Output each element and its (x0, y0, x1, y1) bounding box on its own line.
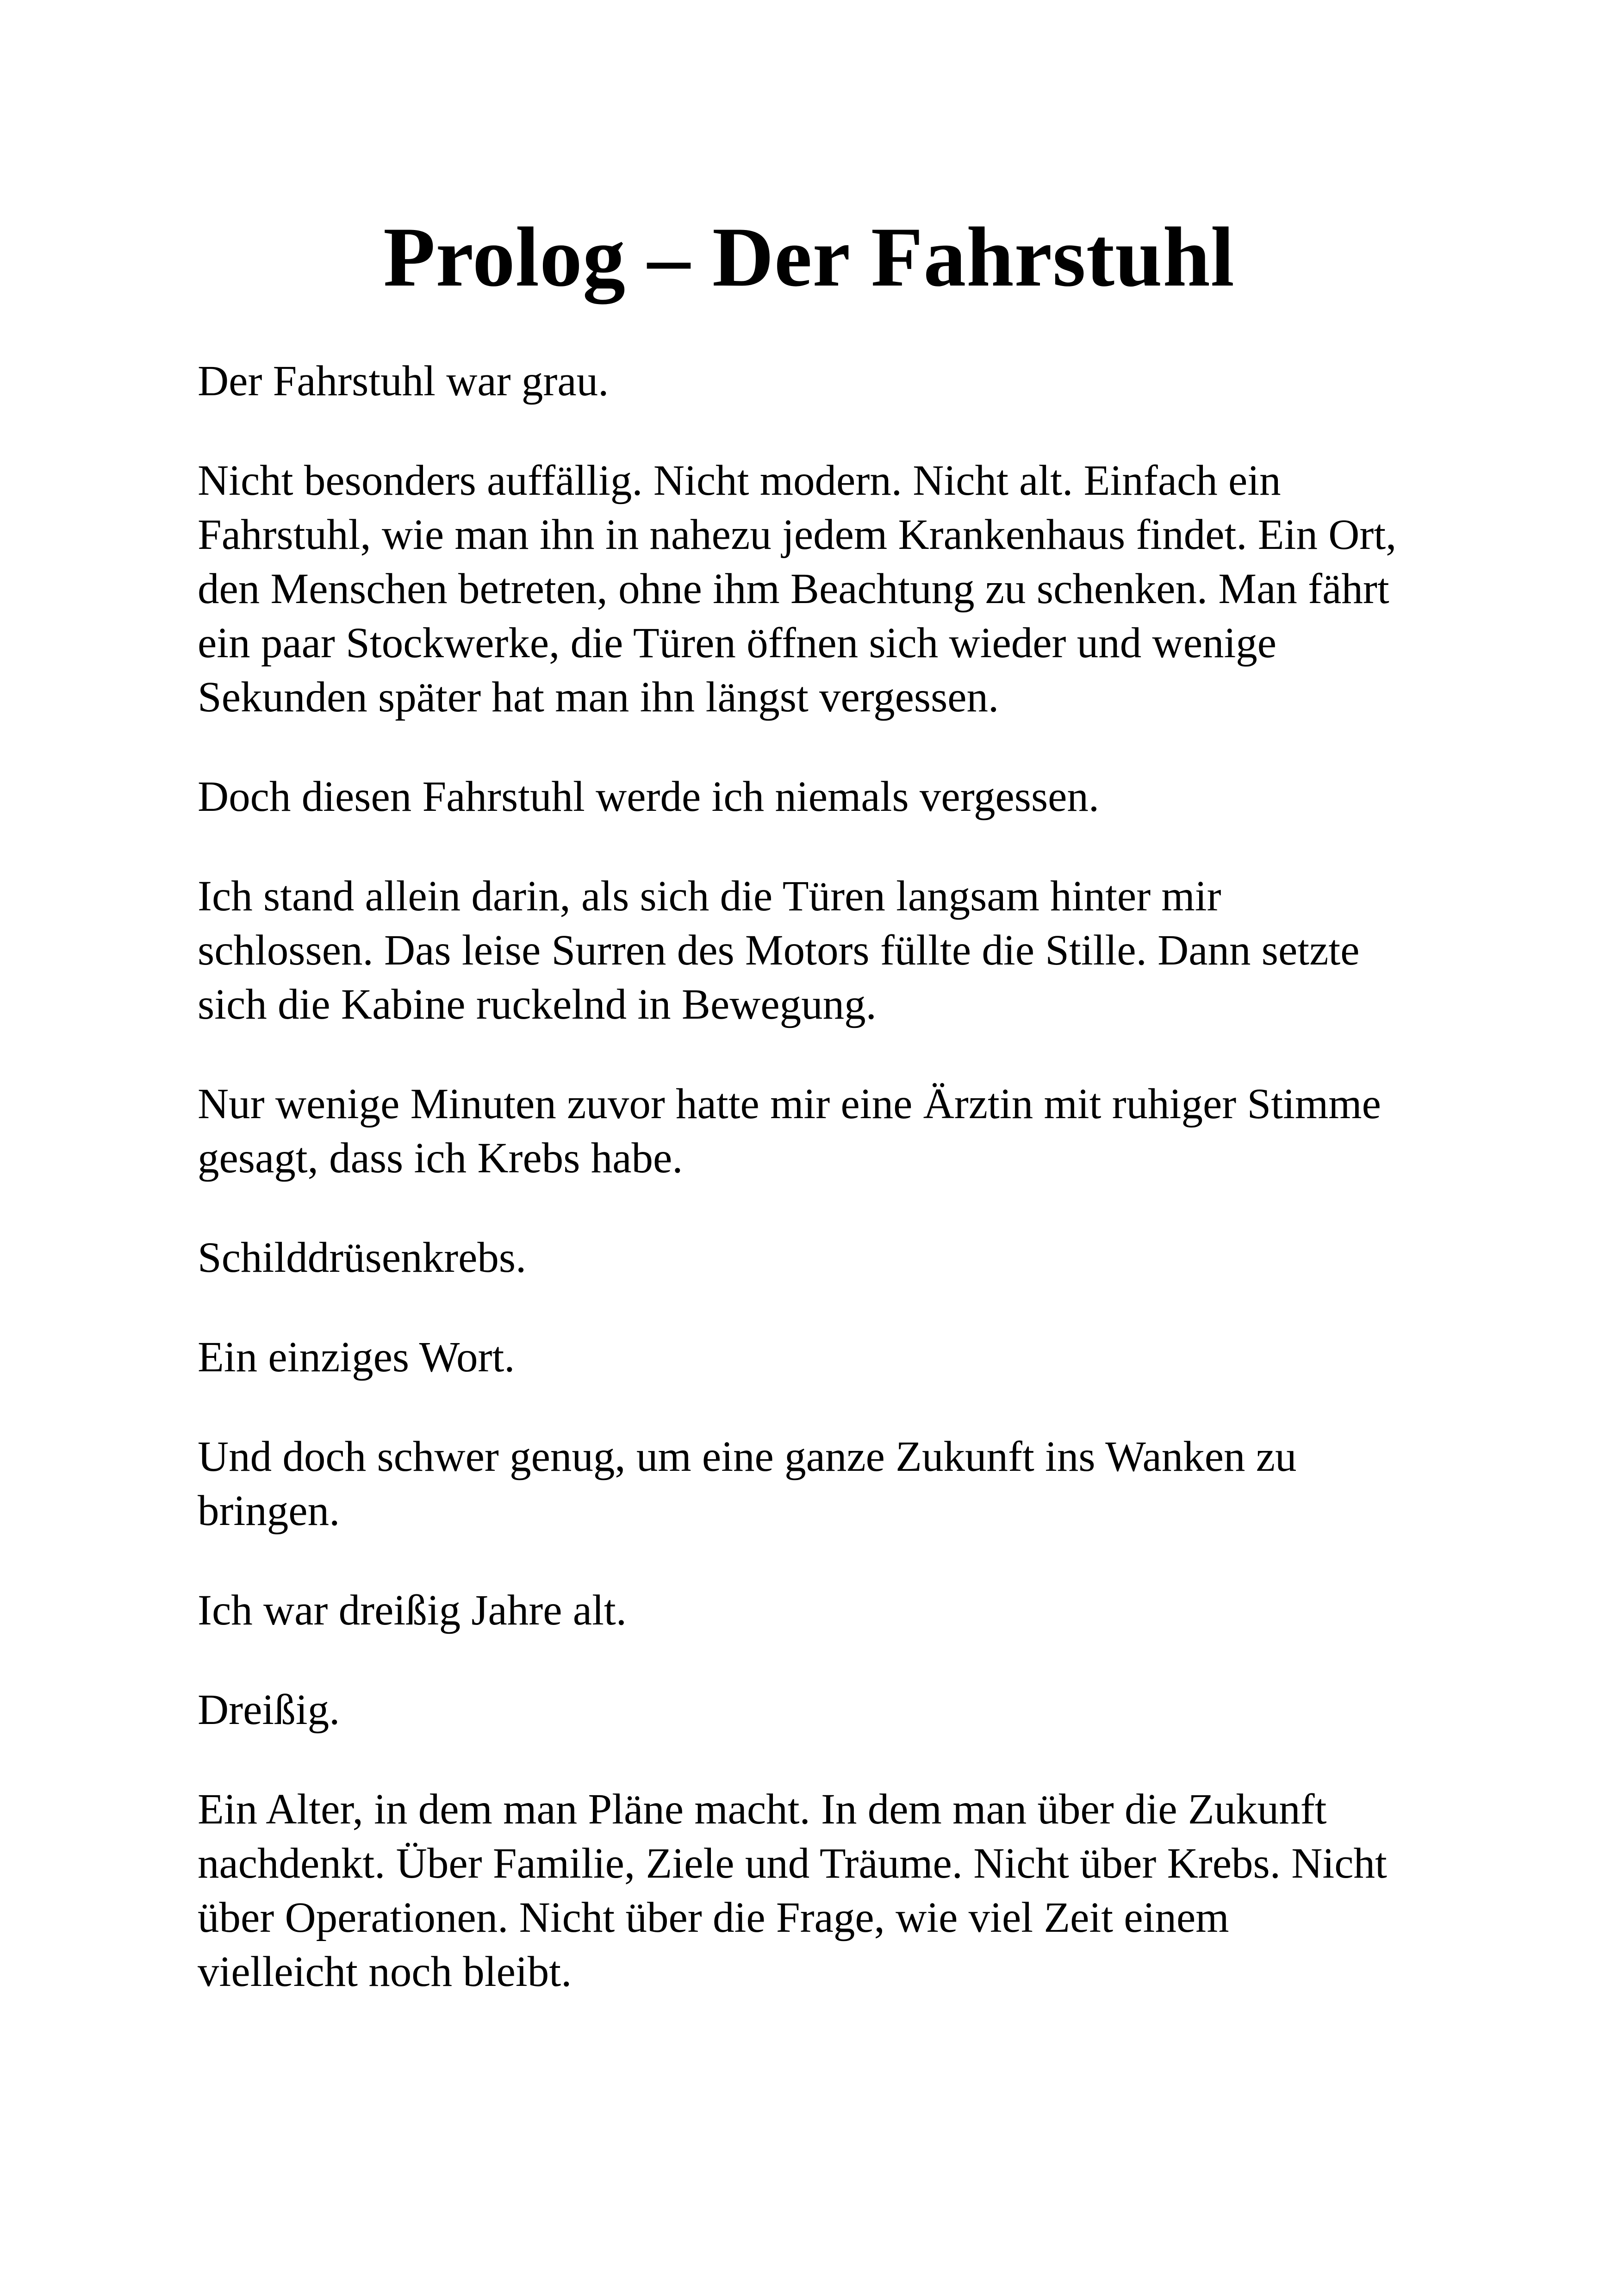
paragraph: Ich stand allein darin, als sich die Türen langsam hinter mir schlossen. Das leise Surren des Motors füllte die Stille. Dann setzte sich die Kabine ruckelnd in Bewegung. (198, 872, 1360, 1028)
chapter-body (198, 354, 1456, 2044)
paragraph: Dreißig. (198, 1686, 340, 1734)
chapter-title: Prolog – Der Fahrstuhl (383, 210, 1235, 304)
paragraph: Ich war dreißig Jahre alt. (198, 1587, 627, 1634)
paragraph: Der Fahrstuhl war grau. (198, 357, 609, 405)
paragraph: Ein einziges Wort. (198, 1333, 515, 1381)
paragraph: Ein Alter, in dem man Pläne macht. In dem man über die Zukunft nachdenkt. Über Familie, Ziele und Träume. Nicht über Krebs. Nicht über Operationen. Nicht über die Frage, wie viel Zeit einem vielleicht noch bleibt. (198, 1786, 1387, 1996)
paragraph: Schilddrüsenkrebs. (198, 1234, 527, 1282)
paragraph: Nicht besonders auffällig. Nicht modern. Nicht alt. Einfach ein Fahrstuhl, wie man ihn in nahezu jedem Krankenhaus findet. Ein Ort, den Menschen betreten, ohne ihm Beachtung zu schenken. Man fährt ein paar Stockwerke, die Türen öffnen sich wieder und wenige Sekunden später hat man ihn längst vergessen. (198, 457, 1397, 721)
paragraph: Doch diesen Fahrstuhl werde ich niemals vergessen. (198, 773, 1100, 821)
paragraph: Und doch schwer genug, um eine ganze Zukunft ins Wanken zu bringen. (198, 1433, 1297, 1535)
paragraph: Nur wenige Minuten zuvor hatte mir eine Ärztin mit ruhiger Stimme gesagt, dass ich Krebs habe. (198, 1080, 1381, 1182)
